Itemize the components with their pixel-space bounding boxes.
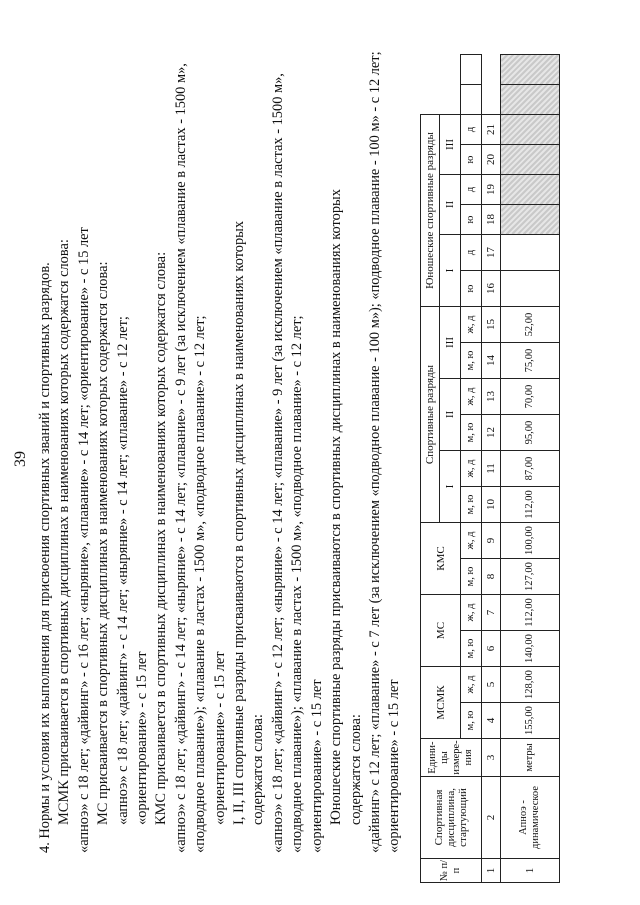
- paragraph: Юношеские спортивные разряды присваиваются в спортивных дисциплинах в наименованиях которых: [328, 189, 345, 825]
- header-youth-3: III: [440, 115, 461, 175]
- shaded-empty-cell: [501, 205, 560, 235]
- cell-value: 100,00: [501, 523, 560, 559]
- cell-value: [501, 271, 560, 307]
- cell-value: 140,00: [501, 631, 560, 667]
- header-kms: КМС: [421, 523, 461, 595]
- header-rank-1: I: [440, 451, 461, 523]
- paragraph: «ориентирование» - с 15 лет: [211, 651, 228, 825]
- column-number: 7: [482, 595, 501, 631]
- column-number: 14: [482, 343, 501, 379]
- paragraph: «ориентирование» - с 15 лет: [308, 679, 325, 853]
- column-number: 21: [482, 115, 501, 145]
- paragraph: «апноэ» с 18 лет; «дайвинг» - с 12 лет; «ныряние» - с 14 лет; «плавание» - 9 лет (за исключением «плавание в ластах - 1500 м», «подводное плавание»); «плавание в ластах - 1500 м», «подводное плавание» - с 12 лет;: [269, 73, 306, 853]
- column-number: 1: [482, 859, 501, 883]
- cell-unit: метры: [501, 739, 560, 777]
- header-unit: Едини- цы измере- ния: [421, 739, 482, 777]
- subheader: м, ю: [461, 559, 482, 595]
- subheader: м, ю: [461, 343, 482, 379]
- subheader: д: [461, 115, 482, 145]
- cell-value: [501, 235, 560, 271]
- column-number: 3: [482, 739, 501, 777]
- subheader: м, ю: [461, 487, 482, 523]
- header-discipline: Спортивная дисциплина, стартующий: [421, 777, 482, 859]
- subheader: ж, д: [461, 451, 482, 487]
- page-number: 39: [12, 451, 29, 467]
- paragraph: МСМК присваивается в спортивных дисциплинах в наименованиях которых содержатся слова:: [56, 239, 73, 825]
- header-youth-2: II: [440, 175, 461, 235]
- subheader: ю: [461, 271, 482, 307]
- header-youth-ranks: Юношеские спортивные разряды: [421, 115, 440, 307]
- header-rank-2: II: [440, 379, 461, 451]
- shaded-empty-cell: [501, 175, 560, 205]
- column-number: 9: [482, 523, 501, 559]
- column-number: 5: [482, 667, 501, 703]
- subheader: [461, 55, 482, 85]
- cell-value: 112,00: [501, 487, 560, 523]
- subheader: ж, д: [461, 523, 482, 559]
- paragraph: «апноэ» с 18 лет; «дайвинг» - с 16 лет; «ныряние», «плавание» - с 14 лет; «ориентирование» - с 15 лет: [75, 227, 92, 853]
- subheader: [461, 85, 482, 115]
- cell-value: 52,00: [501, 307, 560, 343]
- column-number: 16: [482, 271, 501, 307]
- header-sport-ranks: Спортивные разряды: [421, 307, 440, 523]
- paragraph: «апноэ» с 18 лет; «дайвинг» - с 14 лет; «ныряние» - с 14 лет; «плавание» - с 12 лет;: [114, 316, 131, 825]
- cell-value: 75,00: [501, 343, 560, 379]
- cell-value: 127,00: [501, 559, 560, 595]
- subheader: м, ю: [461, 703, 482, 739]
- header-number: № п/п: [421, 859, 482, 883]
- subheader: ж, д: [461, 595, 482, 631]
- subheader: ж, д: [461, 667, 482, 703]
- column-number: 13: [482, 379, 501, 415]
- column-number: 2: [482, 777, 501, 859]
- column-number: 18: [482, 205, 501, 235]
- subheader: ж, д: [461, 307, 482, 343]
- subheader: д: [461, 175, 482, 205]
- cell-value: 70,00: [501, 379, 560, 415]
- paragraph: МС присваивается в спортивных дисциплинах в наименованиях которых содержатся слова:: [95, 261, 112, 825]
- column-number: 4: [482, 703, 501, 739]
- paragraph: I, II, III спортивные разряды присваиваются в спортивных дисциплинах в наименованиях которых: [231, 220, 248, 825]
- column-number: 15: [482, 307, 501, 343]
- column-number: 10: [482, 487, 501, 523]
- subheader: ю: [461, 145, 482, 175]
- subheader: м, ю: [461, 415, 482, 451]
- cell-value: 155,00: [501, 703, 560, 739]
- paragraph: содержатся слова:: [250, 714, 267, 825]
- column-number: 20: [482, 145, 501, 175]
- paragraph: «дайвинг» с 12 лет; «плавание» - с 7 лет (за исключением «подводное плавание - 100 м»); «подводное плавание - 100 м» - с 12 лет; «ориентирование» - с 15 лет: [366, 51, 403, 853]
- paragraph: «апноэ» с 18 лет; «дайвинг» - с 14 лет; «ныряние» - с 14 лет; «плавание» - с 9 лет (за исключением «плавание в ластах - 1500 м», «подводное плавание»); «плавание в ластах - 1500 м», «подводное плавание» - с 12 лет;: [172, 63, 209, 853]
- column-number: 6: [482, 631, 501, 667]
- paragraph: «ориентирование» - с 15 лет: [134, 651, 151, 825]
- shaded-empty-cell: [501, 145, 560, 175]
- column-number: 11: [482, 451, 501, 487]
- norms-table: [420, 54, 560, 883]
- document-body: [36, 23, 405, 853]
- column-number: 8: [482, 559, 501, 595]
- subheader: ю: [461, 205, 482, 235]
- cell-value: 112,00: [501, 595, 560, 631]
- cell-number: 1: [501, 859, 560, 883]
- section-heading: 4. Нормы и условия их выполнения для присвоения спортивных званий и спортивных разрядов.: [37, 262, 53, 853]
- header-youth-1: I: [440, 235, 461, 307]
- column-number: 17: [482, 235, 501, 271]
- paragraph: КМС присваивается в спортивных дисциплинах в наименованиях которых содержатся слова:: [153, 251, 170, 825]
- column-number: 12: [482, 415, 501, 451]
- column-number: 19: [482, 175, 501, 205]
- cell-value: 128,00: [501, 667, 560, 703]
- cell-value: 95,00: [501, 415, 560, 451]
- shaded-empty-cell: [501, 55, 560, 85]
- subheader: ж, д: [461, 379, 482, 415]
- header-msmk: МСМК: [421, 667, 461, 739]
- subheader: м, ю: [461, 631, 482, 667]
- shaded-empty-cell: [501, 115, 560, 145]
- cell-value: 87,00: [501, 451, 560, 487]
- header-ms: МС: [421, 595, 461, 667]
- paragraph: содержатся слова:: [347, 714, 364, 825]
- subheader: д: [461, 235, 482, 271]
- cell-discipline: Апноэ - динамическое: [501, 777, 560, 859]
- header-rank-3: III: [440, 307, 461, 379]
- shaded-empty-cell: [501, 85, 560, 115]
